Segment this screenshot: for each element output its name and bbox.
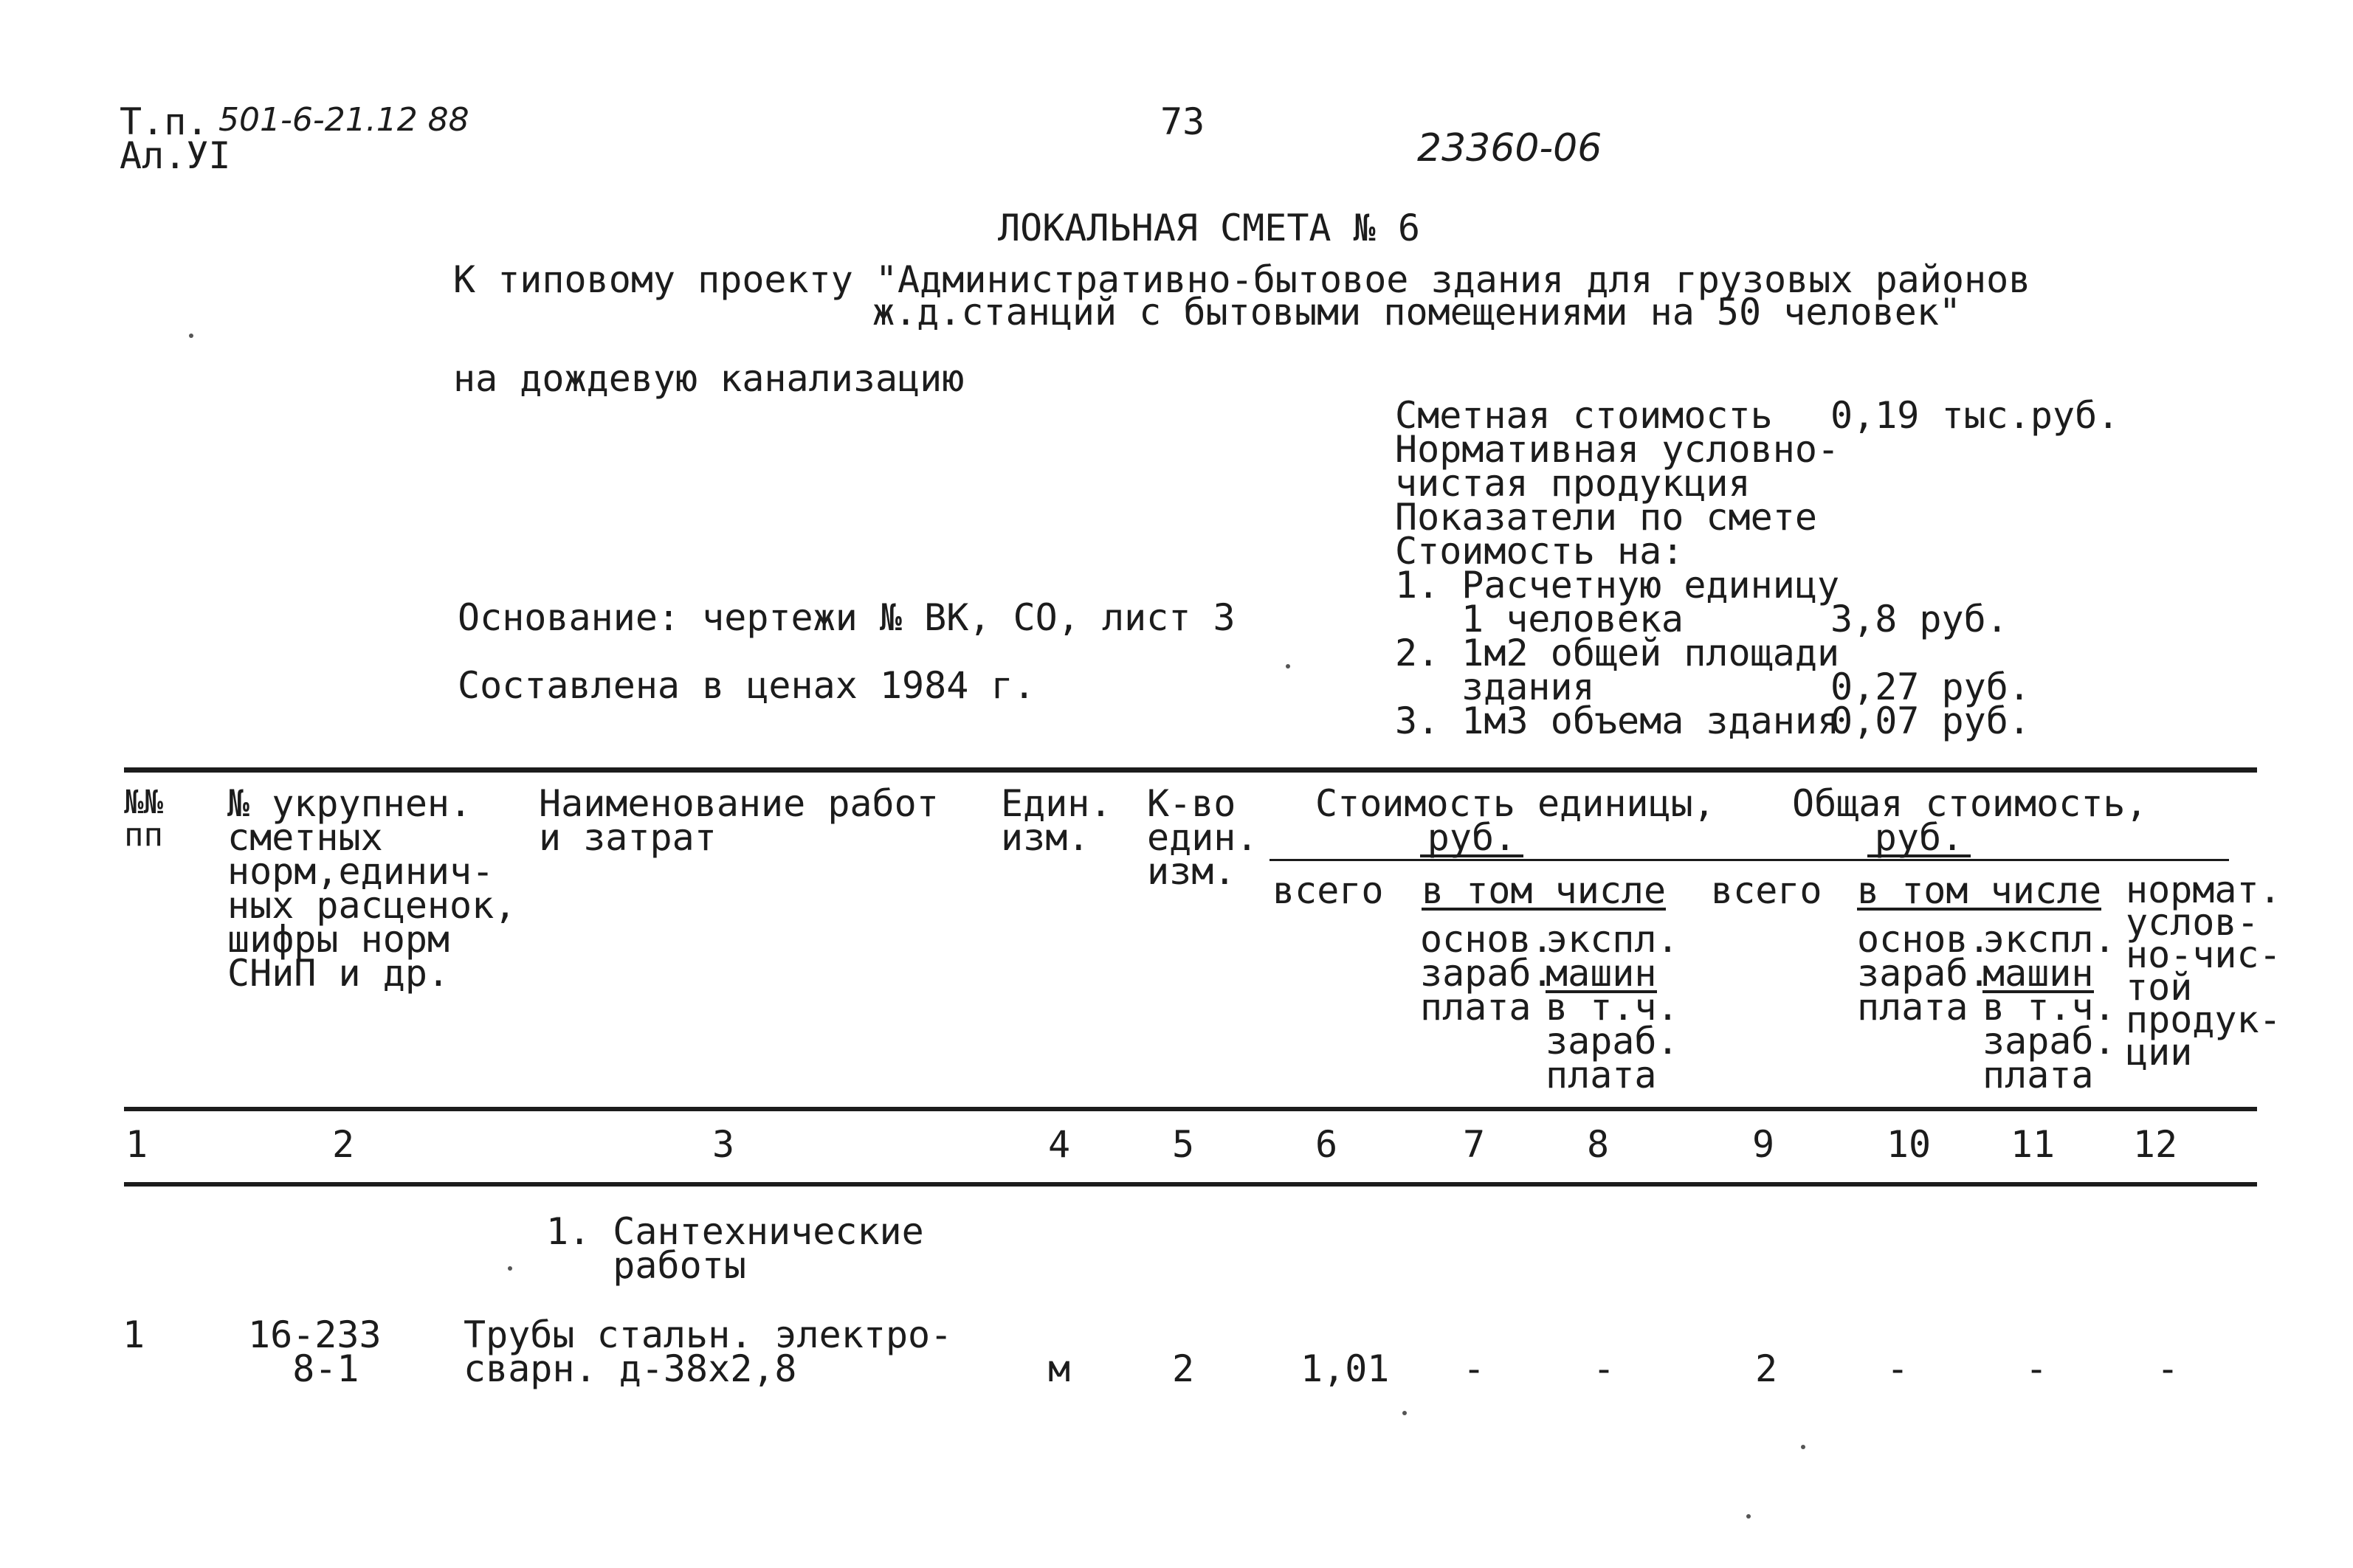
summary-per-area-label: здания xyxy=(1461,666,1595,708)
row-unit-total: 1,01 xyxy=(1300,1347,1390,1390)
col-num-12: 12 xyxy=(2132,1123,2178,1166)
col-num-4: 4 xyxy=(1047,1123,1071,1166)
col-header-quantity: К-во един. изм. xyxy=(1147,782,1258,893)
row-total-wage: - xyxy=(1886,1347,1909,1390)
col-header-unit-machine-wage: в т.ч. зараб. плата xyxy=(1546,986,1679,1096)
tp-number: 501-6-21.12 88 xyxy=(218,101,469,139)
col-header-unit-machine-2: машин xyxy=(1546,952,1657,995)
col-header-normative-product: нормат. услов- но-чис- той продук- ции xyxy=(2126,868,2281,1074)
summary-line3: чистая продукция xyxy=(1395,462,1751,505)
col-header-total-cost-rub: руб. xyxy=(1867,821,1971,857)
col-num-7: 7 xyxy=(1462,1123,1486,1166)
scan-speck xyxy=(189,334,193,338)
col-header-unit-cost-rub: руб. xyxy=(1420,821,1523,857)
col-num-9: 9 xyxy=(1751,1123,1775,1166)
summary-cost-value: 0,19 тыс.руб. xyxy=(1830,394,2120,437)
row-quantity: 2 xyxy=(1171,1347,1195,1390)
summary-line2: Нормативная условно- xyxy=(1395,428,1840,471)
row-norm-code: 16-233 8-1 xyxy=(248,1313,382,1390)
registry-number: 23360-06 xyxy=(1417,126,1602,170)
col-header-total-machine-2: машин xyxy=(1982,952,2094,995)
row-unit: м xyxy=(1047,1347,1071,1390)
summary-per-area-value: 0,27 руб. xyxy=(1830,666,2030,708)
estimate-subject: на дождевую канализацию xyxy=(453,357,965,400)
col-num-6: 6 xyxy=(1315,1123,1338,1166)
col-num-8: 8 xyxy=(1586,1123,1610,1166)
col-header-unit-incl: в том числе xyxy=(1422,869,1667,912)
summary-per-person-value: 3,8 руб. xyxy=(1830,598,2008,640)
scan-speck xyxy=(1801,1445,1805,1449)
page-number: 73 xyxy=(1160,100,1205,143)
table-top-rule xyxy=(124,767,2257,773)
col-header-total-machine-wage: в т.ч. зараб. плата xyxy=(1982,986,2116,1096)
summary-per-volume-value: 0,07 руб. xyxy=(1830,700,2030,742)
row-total: 2 xyxy=(1754,1347,1778,1390)
prices-line: Составлена в ценах 1984 г. xyxy=(458,664,1036,707)
summary-line4: Показатели по смете xyxy=(1395,496,1817,539)
summary-per-volume-label: 3. 1м3 объема здания xyxy=(1395,700,1840,742)
col-num-5: 5 xyxy=(1171,1123,1195,1166)
row-work-name: Трубы стальн. электро- сварн. д-38х2,8 xyxy=(464,1313,953,1390)
col-num-10: 10 xyxy=(1886,1123,1932,1166)
estimate-heading: ЛОКАЛЬНАЯ СМЕТА № 6 xyxy=(998,207,1420,249)
row-total-machine: - xyxy=(2025,1347,2048,1390)
col-header-unit-machine: экспл. xyxy=(1546,918,1679,961)
tp-label: Т.п. xyxy=(120,100,209,143)
col-header-unit: Един. изм. xyxy=(1001,782,1112,859)
section-title: 1. Сантехнические работы xyxy=(546,1210,924,1287)
row-number: 1 xyxy=(123,1313,145,1356)
summary-per-person-label: 1 человека xyxy=(1461,598,1684,640)
scan-speck xyxy=(1746,1514,1751,1519)
summary-line8: 2. 1м2 общей площади xyxy=(1395,632,1840,674)
column-numbers-bottom-rule xyxy=(124,1182,2257,1187)
col-header-norm-code: № укрупнен. сметных норм,единич- ных расценок, шифры норм СНиП и др. xyxy=(227,782,517,995)
summary-line6: 1. Расчетную единицу xyxy=(1395,564,1840,607)
col-num-3: 3 xyxy=(712,1123,735,1166)
album-label: Ал.УI xyxy=(120,134,231,177)
col-header-unit-total: всего xyxy=(1272,869,1384,912)
col-header-total-cost: Общая стоимость, xyxy=(1792,782,2148,825)
col-header-unit-cost: Стоимость единицы, xyxy=(1315,782,1715,825)
col-header-grand-total: всего xyxy=(1711,869,1822,912)
col-header-total-machine: экспл. xyxy=(1982,918,2116,961)
col-header-total-wage: основ. зараб. плата xyxy=(1857,918,1991,1029)
row-normative: - xyxy=(2156,1347,2180,1390)
project-title-line2: ж.д.станций с бытовыми помещениями на 50 человек" xyxy=(872,291,1962,334)
scan-speck xyxy=(1286,664,1290,669)
col-header-work-name: Наименование работ и затрат xyxy=(539,782,939,859)
group-header-rule xyxy=(1269,859,2229,861)
summary-cost-label: Сметная стоимость xyxy=(1395,394,1773,437)
col-header-unit-wage: основ. зараб. плата xyxy=(1420,918,1554,1029)
col-num-11: 11 xyxy=(2010,1123,2056,1166)
row-unit-wage: - xyxy=(1462,1347,1486,1390)
col-header-number: №№ пп xyxy=(124,784,163,854)
basis-line: Основание: чертежи № ВК, СО, лист 3 xyxy=(458,596,1236,639)
col-header-total-incl: в том числе xyxy=(1857,869,2102,912)
col-num-2: 2 xyxy=(331,1123,355,1166)
column-numbers-top-rule xyxy=(124,1107,2257,1111)
summary-line5: Стоимость на: xyxy=(1395,530,1684,573)
col-num-1: 1 xyxy=(125,1123,148,1166)
row-unit-machine: - xyxy=(1592,1347,1616,1390)
scan-speck xyxy=(508,1266,512,1271)
scan-speck xyxy=(1402,1411,1407,1415)
project-title-line1: К типовому проекту "Административно-бытовое здания для грузовых районов xyxy=(453,258,2031,301)
